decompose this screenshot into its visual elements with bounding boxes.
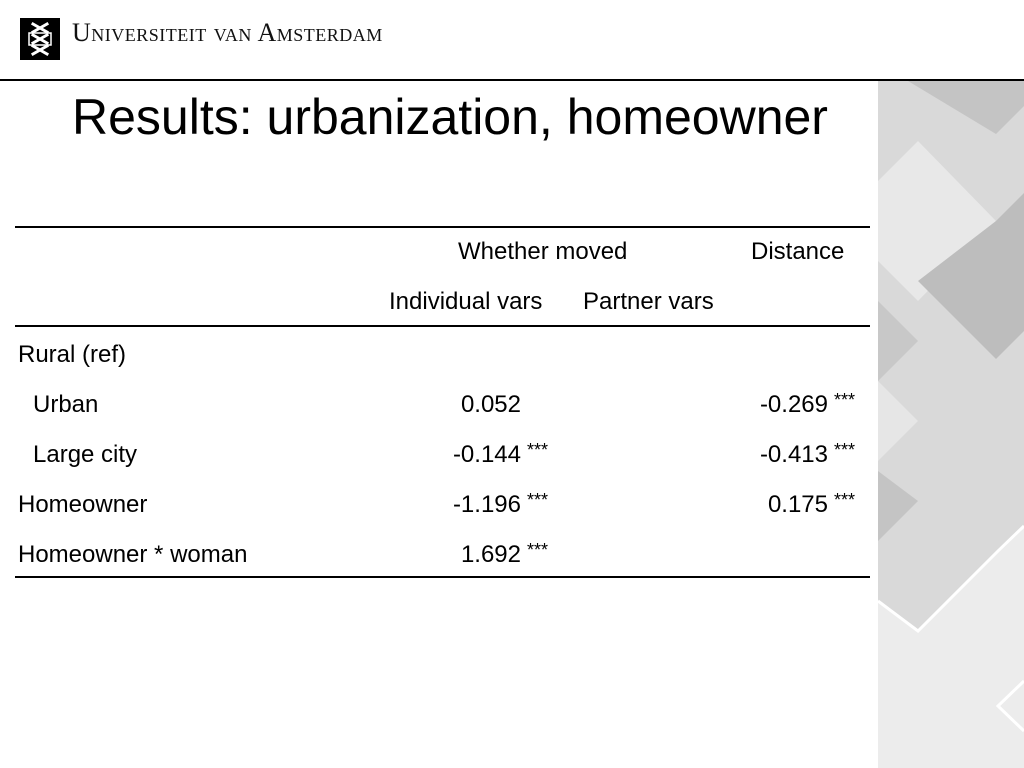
- distance-value: -0.269: [759, 391, 828, 418]
- significance-stars: ***: [834, 440, 856, 460]
- significance-stars: ***: [834, 390, 856, 410]
- university-name: Universiteit van Amsterdam: [72, 18, 383, 47]
- sub-column-individual-vars: Individual vars: [389, 288, 543, 315]
- sub-column-partner-vars: Partner vars: [583, 288, 714, 315]
- table-header-rule: [15, 325, 870, 327]
- significance-stars: ***: [527, 490, 549, 510]
- distance-value: -0.413: [759, 441, 828, 468]
- significance-stars: ***: [527, 540, 549, 560]
- slide-header: [0, 0, 1024, 80]
- table-bottom-rule: [15, 576, 870, 578]
- row-label: Rural (ref): [18, 341, 127, 368]
- significance-stars: ***: [834, 490, 856, 510]
- column-group-distance: Distance: [751, 238, 845, 265]
- row-label: Homeowner: [18, 491, 148, 518]
- column-group-whether-moved: Whether moved: [458, 238, 628, 265]
- individual-vars-value: 1.692: [460, 541, 521, 568]
- significance-stars: ***: [527, 440, 549, 460]
- regression-table: [15, 226, 870, 586]
- slide-title: Results: urbanization, homeowner: [72, 89, 828, 145]
- distance-value: 0.175: [767, 491, 828, 518]
- individual-vars-value: -0.144: [452, 441, 521, 468]
- individual-vars-value: -1.196: [452, 491, 521, 518]
- individual-vars-value: 0.052: [460, 391, 521, 418]
- row-label: Urban: [33, 391, 99, 418]
- table-top-rule: [15, 226, 870, 228]
- row-label: Large city: [33, 441, 138, 468]
- uva-crest-icon: [20, 18, 60, 60]
- row-label: Homeowner * woman: [18, 541, 248, 568]
- decorative-side-panel: [878, 81, 1024, 768]
- header-divider: [0, 79, 1024, 81]
